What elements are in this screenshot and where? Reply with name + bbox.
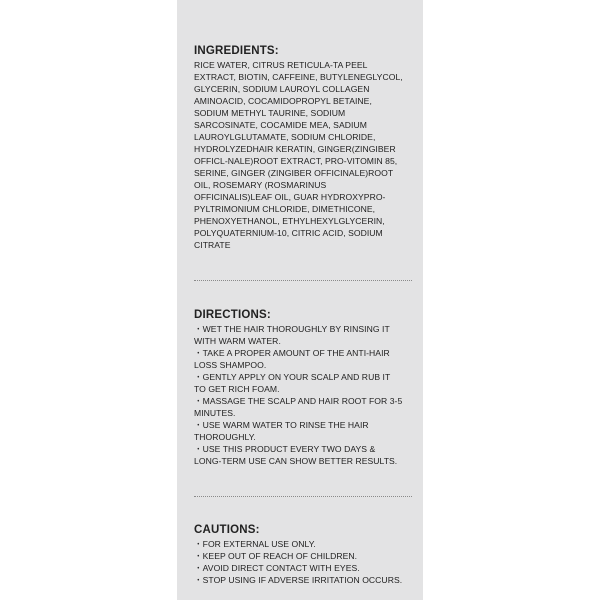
ingredients-line: POLYQUATERNIUM-10, CITRIC ACID, SODIUM: [194, 228, 383, 238]
directions-heading: DIRECTIONS:: [194, 309, 271, 321]
directions-line: LOSS SHAMPOO.: [194, 360, 267, 370]
directions-line: WITH WARM WATER.: [194, 336, 281, 346]
ingredients-line: LAUROYLGLUTAMATE, SODIUM CHLORIDE,: [194, 132, 376, 142]
cautions-section: [194, 523, 416, 586]
ingredients-line: EXTRACT, BIOTIN, CAFFEINE, BUTYLENEGLYCOL,: [194, 72, 403, 82]
ingredients-heading: INGREDIENTS:: [194, 45, 279, 57]
dotted-divider: [194, 496, 412, 497]
directions-line: ・WET THE HAIR THOROUGHLY BY RINSING IT: [194, 324, 390, 334]
label-content: [194, 44, 416, 586]
ingredients-line: CITRATE: [194, 240, 231, 250]
directions-line: ・USE THIS PRODUCT EVERY TWO DAYS &: [194, 444, 376, 454]
ingredients-line: RICE WATER, CITRUS RETICULA-TA PEEL: [194, 60, 368, 70]
directions-line: ・USE WARM WATER TO RINSE THE HAIR: [194, 420, 369, 430]
label-panel: [177, 0, 423, 600]
dotted-divider: [194, 280, 412, 281]
cautions-line: ・AVOID DIRECT CONTACT WITH EYES.: [194, 563, 360, 573]
directions-line: THOROUGHLY.: [194, 432, 256, 442]
ingredients-line: GLYCERIN, SODIUM LAUROYL COLLAGEN: [194, 84, 370, 94]
directions-line: LONG-TERM USE CAN SHOW BETTER RESULTS.: [194, 456, 398, 466]
directions-line: MINUTES.: [194, 408, 236, 418]
ingredients-text: [194, 59, 416, 251]
ingredients-line: OFFICL-NALE)ROOT EXTRACT, PRO-VITOMIN 85,: [194, 156, 398, 166]
directions-section: [194, 308, 416, 467]
directions-line: ・MASSAGE THE SCALP AND HAIR ROOT FOR 3-5: [194, 396, 403, 406]
ingredients-line: SERINE, GINGER (ZINGIBER OFFICINALE)ROOT: [194, 168, 394, 178]
ingredients-line: HYDROLYZEDHAIR KERATIN, GINGER(ZINGIBER: [194, 144, 396, 154]
ingredients-section: [194, 44, 416, 251]
directions-line: TO GET RICH FOAM.: [194, 384, 280, 394]
cautions-line: ・KEEP OUT OF REACH OF CHILDREN.: [194, 551, 358, 561]
directions-text: [194, 323, 416, 467]
ingredients-line: SODIUM METHYL TAURINE, SODIUM: [194, 108, 346, 118]
cautions-heading: CAUTIONS:: [194, 524, 260, 536]
ingredients-line: OFFICINALIS)LEAF OIL, GUAR HYDROXYPRO-: [194, 192, 386, 202]
ingredients-line: OIL, ROSEMARY (ROSMARINUS: [194, 180, 327, 190]
ingredients-line: AMINOACID, COCAMIDOPROPYL BETAINE,: [194, 96, 372, 106]
ingredients-line: PHENOXYETHANOL, ETHYLHEXYLGLYCERIN,: [194, 216, 385, 226]
cautions-line: ・STOP USING IF ADVERSE IRRITATION OCCURS.: [194, 575, 403, 585]
ingredients-line: PYLTRIMONIUM CHLORIDE, DIMETHICONE,: [194, 204, 376, 214]
directions-line: ・TAKE A PROPER AMOUNT OF THE ANTI-HAIR: [194, 348, 390, 358]
ingredients-line: SARCOSINATE, COCAMIDE MEA, SADIUM: [194, 120, 367, 130]
directions-line: ・GENTLY APPLY ON YOUR SCALP AND RUB IT: [194, 372, 391, 382]
cautions-line: ・FOR EXTERNAL USE ONLY.: [194, 539, 316, 549]
cautions-text: [194, 538, 416, 586]
